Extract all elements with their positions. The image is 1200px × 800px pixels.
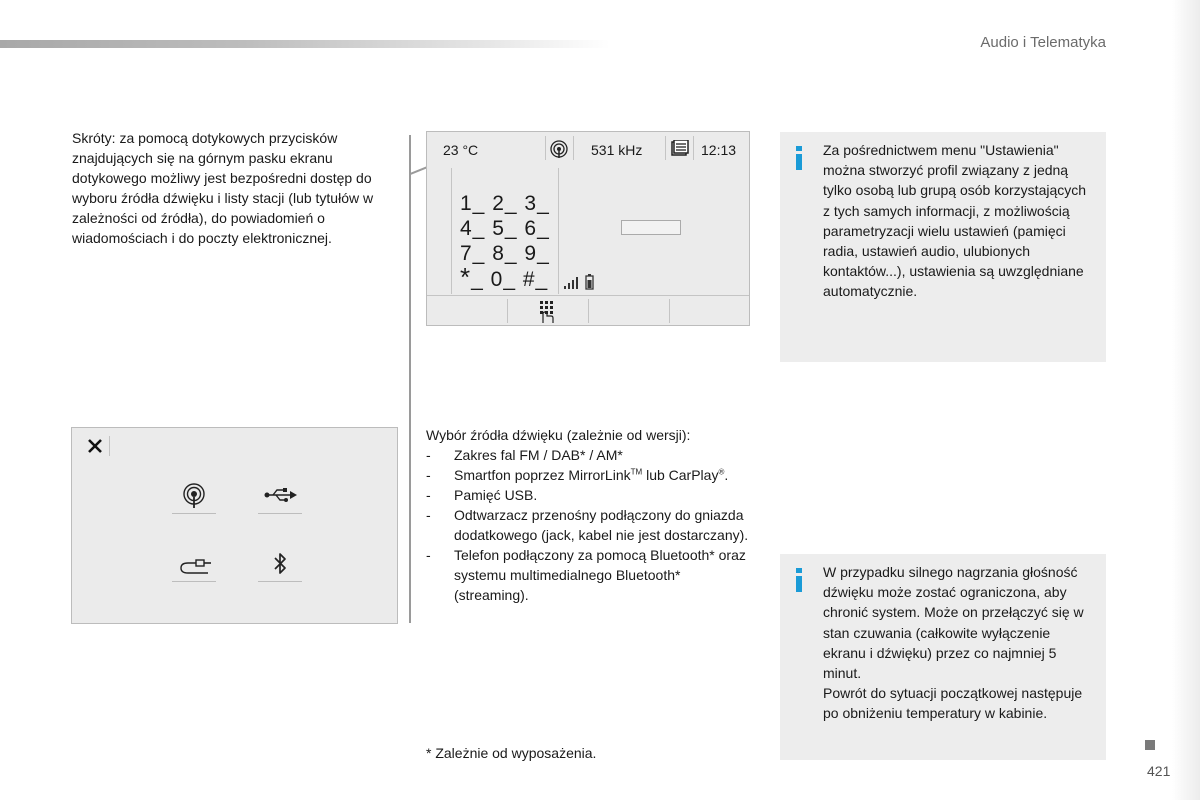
source-list xyxy=(426,445,756,605)
info-box xyxy=(780,132,1106,362)
source-bluetooth xyxy=(258,551,302,582)
bluetooth-icon xyxy=(272,551,288,582)
page-number: 421 xyxy=(1147,763,1171,779)
info-icon xyxy=(795,146,801,175)
signal-icon xyxy=(563,276,579,295)
dialpad-row: 4_ 5_ 6_ xyxy=(460,217,550,240)
page-marker xyxy=(1145,740,1155,750)
info-text: Za pośrednictwem menu "Ustawienia" można stworzyć profil związany z jedną tylko osobą lub grupą osób korzystających z tych samych informacji, z możliwością parametryzacji wielu ustawień (pamięci radia, ustawień audio, ulubionych kontaktów...), ustawienia są uwzględniane automatycznie. xyxy=(823,142,1087,300)
source-aux xyxy=(172,551,216,582)
dialpad-row: 7_ 8_ 9_ xyxy=(460,242,550,265)
screen-status-bar xyxy=(427,132,749,166)
list-icon xyxy=(670,140,690,163)
intro-paragraph: Skróty: za pomocą dotykowych przycisków znajdujących się na górnym pasku ekranu dotykowego możliwy jest bezpośredni dostęp do wyboru źródła dźwięku i listy stacji (lub tytułów w zależności od źródła), do powiadomień o wiadomościach i do poczty elektronicznej. xyxy=(72,130,374,246)
section-title: Audio i Telematyka xyxy=(980,34,1106,51)
dialpad-row: 1_ 2_ 3_ xyxy=(460,192,550,215)
frequency-label: 531 kHz xyxy=(591,142,643,158)
info-icon xyxy=(795,568,801,597)
close-icon xyxy=(86,437,104,460)
info-box xyxy=(780,554,1106,760)
header-bar xyxy=(0,40,610,48)
info-text: W przypadku silnego nagrzania głośność dźwięku może zostać ograniczona, aby chronić system. Może on przełączyć się w stan czuwania (całkowite wyłączenie ekranu i dźwięku) przez co najmniej 5 minut. Powrót do sytuacji początkowej następuje po obniżeniu temperatury w kabinie. xyxy=(823,564,1084,722)
list-item: - Pamięć USB. xyxy=(426,487,538,503)
phone-screen-illustration xyxy=(426,131,750,326)
footnote: * Zależnie od wyposażenia. xyxy=(426,745,597,761)
list-item: - Smartfon poprzez MirrorLink™ lub CarPlay®. xyxy=(426,467,729,483)
dialpad-row: *_ 0_ #_ xyxy=(460,262,549,292)
page-edge xyxy=(1172,0,1200,800)
usb-icon xyxy=(264,487,298,508)
jack-cable-icon xyxy=(178,555,212,580)
divider-line xyxy=(409,135,411,623)
list-item: - Odtwarzacz przenośny podłączony do gniazda dodatkowego (jack, kabel nie jest dostarczany). xyxy=(426,507,749,543)
list-item: - Telefon podłączony za pomocą Bluetooth* oraz systemu multimedialnego Bluetooth* (streaming). xyxy=(426,547,746,603)
battery-icon xyxy=(585,274,594,295)
source-list-text xyxy=(426,425,756,605)
screen-bottom-bar xyxy=(427,295,749,327)
clock-label: 12:13 xyxy=(701,142,737,158)
dialpad xyxy=(451,168,559,294)
text-field-illustration xyxy=(621,220,681,235)
star-key: * xyxy=(460,262,472,292)
source-list-intro: Wybór źródła dźwięku (zależnie od wersji): xyxy=(426,427,691,443)
source-usb xyxy=(258,483,302,514)
source-radio xyxy=(172,483,216,514)
radio-antenna-icon xyxy=(549,139,569,164)
source-selection-illustration xyxy=(71,427,398,624)
temperature-label: 23 °C xyxy=(443,142,479,158)
dialpad-icon xyxy=(537,300,557,329)
radio-antenna-icon xyxy=(182,483,206,514)
list-item: - Zakres fal FM / DAB* / AM* xyxy=(426,447,623,463)
